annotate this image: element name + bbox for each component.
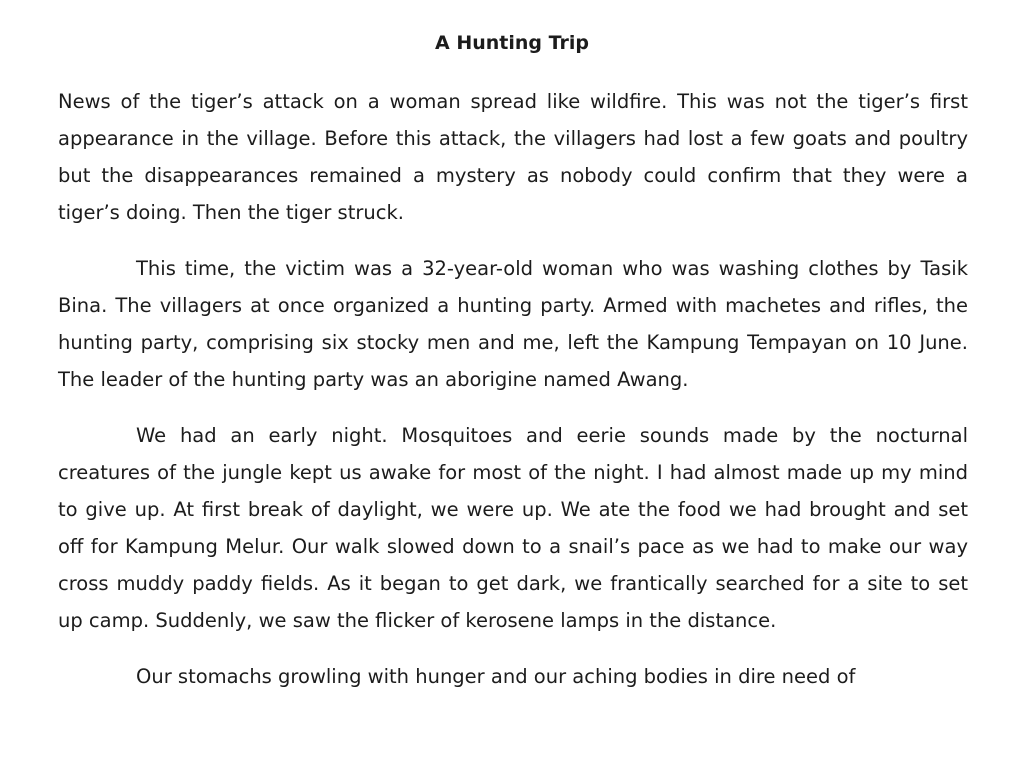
paragraph-1: News of the tiger’s attack on a woman spread like wildfire. This was not the tiger’s first appearance in the village. Before this attack, the villagers had lost a few goats and poultry but the disappearances remained a mystery as nobody could confirm that they were a tiger’s doing. Then the tiger struck. xyxy=(58,90,968,224)
paragraph-4: Our stomachs growling with hunger and our aching bodies in dire need of xyxy=(136,665,856,688)
paragraph-3: We had an early night. Mosquitoes and eerie sounds made by the nocturnal creatures of the jungle kept us awake for most of the night. I had almost made up my mind to give up. At first break of daylight, we were up. We ate the food we had brought and set off for Kampung Melur. Our walk slowed down to a snail’s pace as we had to make our way cross muddy paddy fields. As it began to get dark, we frantically searched for a site to set up camp. Suddenly, we saw the flicker of kerosene lamps in the distance. xyxy=(58,424,968,632)
paragraph-2: This time, the victim was a 32-year-old woman who was washing clothes by Tasik Bina. The villagers at once organized a hunting party. Armed with machetes and rifles, the hunting party, comprising six stocky men and me, left the Kampung Tempayan on 10 June. The leader of the hunting party was an aborigine named Awang. xyxy=(58,257,968,391)
document-body xyxy=(58,83,968,714)
document-title: A Hunting Trip xyxy=(435,32,589,54)
